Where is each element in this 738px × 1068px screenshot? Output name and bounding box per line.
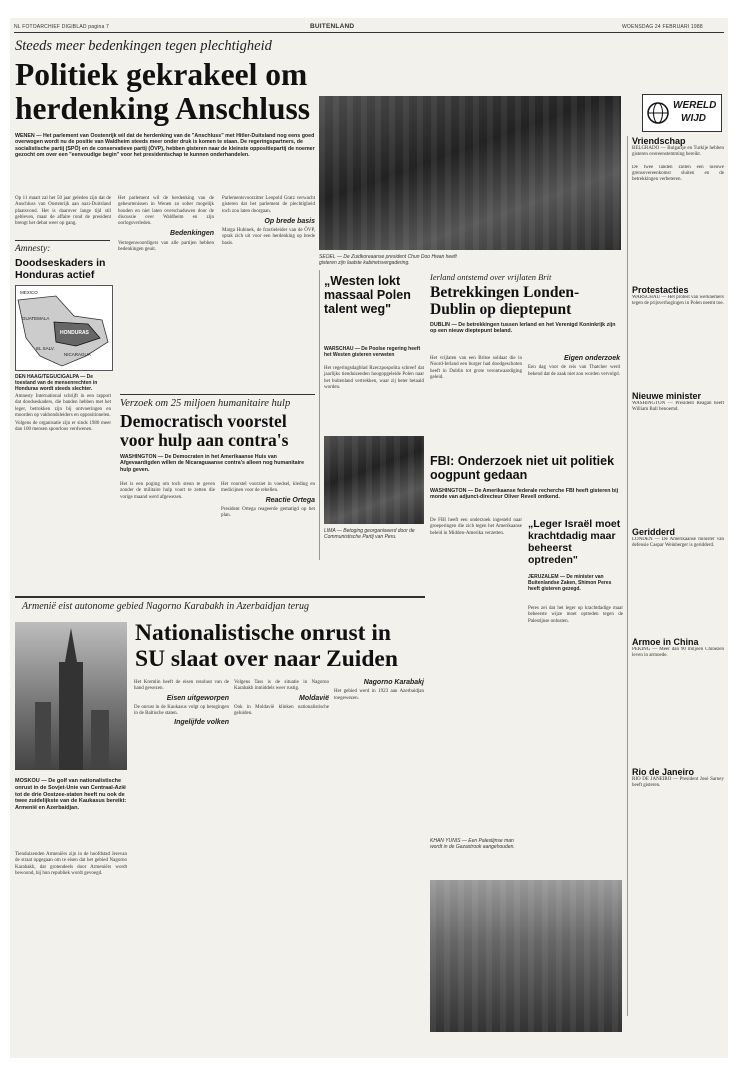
map-label-elsalvador: EL SALV. [36,346,55,351]
honduras-map [15,285,113,371]
nagorno-body-col1: Tienduizenden Armeniërs zijn in de hoofdstad Jerevan de straat opgegaan om te eisen dat het gebied Nagorno Karabakh, dat grotendeels door Armeniërs wordt bewoond, bij hun republiek wordt gevoegd. [15,852,127,876]
map-label-nicaragua: NICARAGUA [64,352,91,357]
contras-kicker: Verzoek om 25 miljoen humanitaire hulp [120,398,291,409]
sidebar-rule [627,136,628,1016]
contras-body-col1: Het is een poging om toch steun te geven zonder de militaire hulp voort te zetten die vorige maand werd afgewezen. [120,482,215,500]
lead-body-col3: Parlementsvoorzitter Leopold Gratz verwacht gisteren dat het parlement de plechtigheid toch zou laten doorgaan. Op brede basis Marga Hubinek, de fractieleider van de ÖVP, sprak zich uit voor een herdenking op brede basis. [222,196,315,246]
ierland-intro: DUBLIN — De betrekkingen tussen Ierland en het Verenigd Koninkrijk zijn op een nieuw dieptepunt beland. [430,322,616,335]
central-america-map [16,286,112,370]
lead-subhead-brede-basis: Op brede basis [264,217,315,225]
cabinet-meeting-photo [319,96,621,250]
honduras-body: Amnesty International schrijft in een rapport dat doodseskaders, die banden hebben met het leger, betrokken zijn bij ontvoeringen en moorden op vakbondsleiders en oppositionelen. Volgens de organisatie zijn er sinds 1980 meer dan 100 mensen spoorloos verdwenen. [15,394,111,433]
map-label-guatemala: GUATEMALA [22,316,50,321]
nagorno-body-col3: Volgens Tass is de situatie in Nagorno Karabakh inmiddels weer rustig. Moldavië Ook in Moldavië klinken nationalistische geluiden. [234,680,329,717]
nagorno-body-col4: Nagorno Karabakj Het gebied werd in 1923 aan Azerbaidjan toegewezen. [334,679,424,701]
fbi-headline: FBI: Onderzoek niet uit politiek oogpunt gedaan [430,454,615,482]
israel-headline: „Leger Israël moet krachtdadig maar beheerst optreden" [528,518,621,566]
page-date: WOENSDAG 24 FEBRUARI 1988 [622,24,703,30]
lead-intro: WENEN — Het parlement van Oostenrijk wil dat de herdenking van de "Anschluss" met Hitler-Duitsland nog eens goed overwogen wordt nu de positie van Waldheim steeds meer onder druk is komen te staan. De regeringspartners, de socialistische partij (SPÖ) en de conservatieve partij (ÖVP), hebben gisteren naar de kleinste oppositiepartij de noemer gezocht om over een "eenvoudige begin" voor het presidentschap te kunnen onderhandelen. [15,133,315,159]
khan-yunis-photo [430,880,622,1032]
column-rule-1 [319,270,320,560]
israel-body: Peres zei dat het leger op krachtdadige maar beheerste wijze moet optreden tegen de Palestijnse onlusten. [528,606,623,624]
nagorno-subhead-eisen: Eisen uitgeworpen [166,694,229,702]
nagorno-subhead-moldavie: Moldavië [299,694,329,702]
sidebar-wereld-wijd [632,136,724,789]
sidebar-text-armoe-china: PEKING — Meer dan 90 miljoen Chinezen leven in armoede. [632,646,724,658]
contras-rule [120,394,315,395]
polen-body: Het regeringsdagblad Rzeczpospolita schreef dat jaarlijks tienduizenden hoogopgeleide Polen naar het buitenland vertrekken, waar zij beter betaald worden. [324,366,424,390]
sidebar-title-vriendschap: Vriendschap [632,136,686,146]
nagorno-body-col2: Het Kremlin heeft de eisen resoluut van de hand gewezen. Eisen uitgeworpen De onrust in de Kaukasus volgt op betogingen in de Baltische staten. Ingelijfde volken [134,680,229,727]
contras-subhead: Reactie Ortega [265,496,315,504]
sidebar-text-protestacties: WARSCHAU — Het protest van werknemers tegen de prijsverhogingen in Polen neemt toe. [632,294,724,306]
nagorno-subhead-volken: Ingelijfde volken [174,719,229,727]
globe-icon [646,101,670,125]
newspaper-page [10,18,728,1058]
fbi-intro: WASHINGTON — De Amerikaanse federale recherche FBI heeft gisteren bij monde van adjunct-directeur Oliver Revell ontkend. [430,488,619,501]
page-folio-left: NL FOTOARCHIEF DIGIBLAD pagina 7 [14,24,110,30]
honduras-dateline: DEN HAAG/TEGUCIGALPA — De toestand van de mensenrechten in Honduras wordt steeds slechter. [15,374,98,392]
section-name: BUITENLAND [310,23,355,30]
honduras-rule [15,240,110,241]
lead-subhead-bedenkingen: Bedenkingen [170,230,214,238]
sidebar-title-armoe-china: Armoe in China [632,636,699,647]
contras-body-col2: Het voorstel voorziet in voedsel, kleding en medicijnen voor de rebellen. Reactie Ortega President Ortega reageerde gematigd op het plan. [221,482,315,519]
honduras-kicker: Amnesty: [15,244,51,254]
ierland-body-col2: Eigen onderzoek Een dag voor de reis van Thatcher werd bekend dat de zaak niet zou worden vervolgd. [528,355,620,377]
sidebar-body-vriendschap: De twee landen zullen een nieuwe grensovereenkomst sluiten en de betrekkingen verbeteren. [632,164,724,183]
logo-word-wereld: WERELD [673,100,717,111]
logo-word-wijd: WIJD [681,113,706,124]
nagorno-moscow-lead: MOSKOU — De golf van nationalistische onrust in de Sovjet-Unie van Centraal-Azië tot de drie Oostzee-staten heeft nu ook de twee zuidelijkste van de Kaukasus bereikt: Armenië en Azerbaidjan. [15,778,127,812]
ierland-body-col1: Het vrijlaten van een Britse soldaat die in Noord-Ierland een burger had doodgeschoten heeft in Dublin tot grote verontwaardiging geleid. [430,356,522,380]
nagorno-headline: Nationalistische onrust in SU slaat over naar Zuiden [135,620,398,672]
ierland-headline: Betrekkingen Londen-Dublin op dieptepunt [430,284,580,318]
contras-intro: WASHINGTON — De Democraten in het Amerikaanse Huis van Afgevaardigden willen de Nicaraguaanse contra's alleen nog humanitaire hulp geven. [120,454,305,473]
honduras-headline: Doodseskaders in Honduras actief [15,257,106,281]
map-label-mexico: MEXICO [20,290,38,295]
sidebar-title-nieuwe-minister: Nieuwe minister [632,390,702,401]
ierland-kicker: Ierland ontstemd over vrijlaten Brit [430,272,552,282]
sidebar-text-nieuwe-minister: WASHINGTON — President Reagan heeft William Ball benoemd. [632,400,724,412]
nagorno-rule [15,596,425,598]
sidebar-text-vriendschap: BELGRADO — Bulgarije en Turkije hebben gisteren overeenstemming bereikt. [632,146,724,158]
header-rule [14,32,724,33]
contras-headline: Democratisch voorstel voor hulp aan contra's [120,411,289,450]
lima-protest-photo [324,436,424,524]
sidebar-title-rio: Rio de Janeiro [632,766,695,777]
ierland-subhead: Eigen onderzoek [563,355,620,362]
polen-headline: „Westen lokt massaal Polen talent weg" [324,274,411,316]
lead-body-col1: Op 11 maart zal het 50 jaar geleden zijn dat de Anschluss van Oostenrijk aan nazi-Duitsland plaatsvond. Het is daarover lange tijd stil gebleven, maar de affaire rond de president brengt het debat weer op gang. [15,196,111,227]
sidebar-text-rio: RIO DE JANEIRO — President José Sarney heeft gisteren. [632,776,724,788]
lead-kicker: Steeds meer bedenkingen tegen plechtigheid [15,38,272,54]
wereld-wijd-logo [642,94,722,132]
nagorno-kicker: Armenië eist autonome gebied Nagorno Karabakh in Azerbaidjan terug [22,601,310,612]
israel-intro: JERUZALEM — De minister van Buitenlandse Zaken, Shimon Peres heeft gisteren gezegd. [528,574,612,592]
photo-caption-seoel: SEOEL — De Zuidkoreaanse president Chun Doo Hwan heeft gisteren zijn laatste kabinetsvergadering. [319,254,457,266]
building-silhouette [15,622,127,770]
sidebar-title-geridderd: Geridderd [632,526,676,537]
lead-body-col2: Het parlement wil de herdenking van de gebeurtenissen in Wenen zo sober mogelijk houden en niet laten overschaduwen door de discussie over Waldheim en zijn oorlogsverleden. Bedenkingen Vertegenwoordigers van alle partijen hebben bedenkingen geuit. [118,196,214,253]
polen-dateline: WARSCHAU — De Poolse regering heeft het Westen gisteren verweten [324,346,421,358]
photo-caption-lima: LIMA — Betoging georganiseerd door de Communistische Partij van Peru. [324,528,415,540]
moscow-skyline-photo [15,622,127,770]
map-label-honduras: HONDURAS [60,330,89,336]
photo-caption-khan-yunis: KHAN YUNIS — Een Palestijnse man wordt in de Gazastrook aangehouden. [430,838,515,850]
sidebar-text-geridderd: LONDEN — De Amerikaanse minister van defensie Caspar Weinberger is geridderd. [632,536,724,548]
lead-headline: Politiek gekrakeel om herdenking Anschluss [15,57,310,126]
sidebar-title-protestacties: Protestacties [632,284,689,295]
nagorno-subhead-karabakj: Nagorno Karabakj [363,679,424,686]
fbi-body: De FBI heeft een onderzoek ingesteld naar groeperingen die zich tegen het Amerikaanse beleid in Midden-Amerika verzetten. [430,518,522,536]
